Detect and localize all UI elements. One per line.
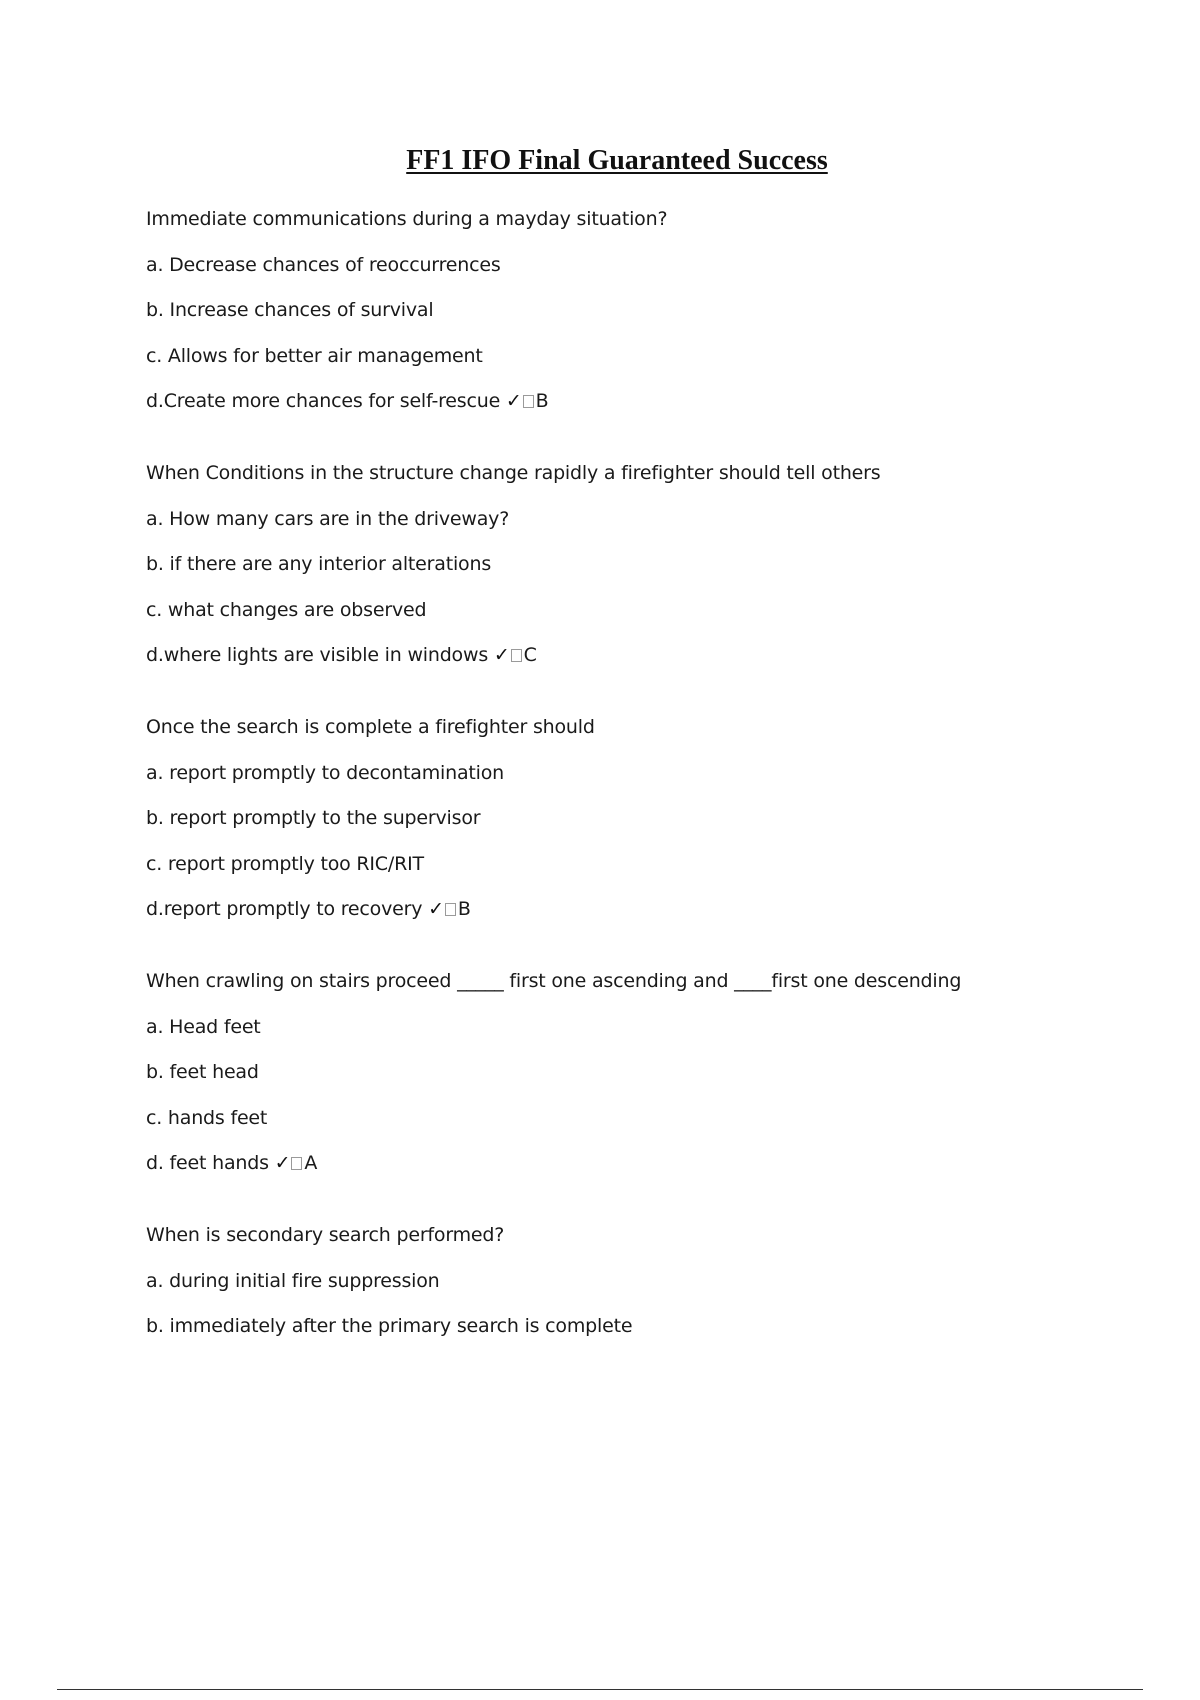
- option-c: c. Allows for better air management: [146, 344, 483, 367]
- box-icon: [523, 395, 534, 408]
- question-text: Immediate communications during a mayday situation?: [146, 208, 668, 230]
- option-d: d.where lights are visible in windows: [146, 644, 489, 666]
- option-d-with-answer: [146, 643, 1146, 667]
- check-mark-icon: ✓: [428, 898, 444, 920]
- question-1: [146, 207, 1146, 413]
- option-a: a. Decrease chances of reoccurrences: [146, 253, 501, 276]
- page-bottom-divider: [57, 1689, 1143, 1690]
- option-d: d.Create more chances for self-rescue: [146, 390, 501, 412]
- question-text: When is secondary search performed?: [146, 1224, 505, 1246]
- option-b: b. immediately after the primary search is complete: [146, 1315, 633, 1337]
- answer-key: B: [457, 898, 471, 920]
- page-title: FF1 IFO Final Guaranteed Success: [406, 145, 828, 176]
- answer-key: A: [304, 1152, 318, 1174]
- option-c: c. report promptly too RIC/RIT: [146, 852, 424, 875]
- option-d: d.report promptly to recovery: [146, 898, 423, 920]
- box-icon: [445, 903, 456, 916]
- option-c: c. what changes are observed: [146, 598, 427, 621]
- check-mark-icon: ✓: [493, 644, 510, 666]
- question-list: [146, 207, 1146, 1338]
- option-b: b. if there are any interior alterations: [146, 553, 492, 575]
- question-text: When crawling on stairs proceed _____ first one ascending and ____first one descending: [146, 970, 962, 992]
- option-c: c. hands feet: [146, 1106, 268, 1129]
- question-2: [146, 461, 1146, 667]
- answer-key: B: [535, 390, 549, 412]
- question-3: [146, 715, 1146, 921]
- question-text: When Conditions in the structure change rapidly a firefighter should tell others: [146, 462, 881, 484]
- option-a: a. report promptly to decontamination: [146, 761, 504, 784]
- option-d: d. feet hands: [146, 1152, 269, 1174]
- question-4: [146, 969, 1146, 1175]
- option-a: a. How many cars are in the driveway?: [146, 507, 510, 530]
- option-d-with-answer: [146, 897, 1146, 921]
- option-b: b. feet head: [146, 1061, 259, 1083]
- option-b: b. report promptly to the supervisor: [146, 807, 481, 829]
- option-d-with-answer: [146, 1151, 1146, 1175]
- answer-key: C: [523, 644, 537, 666]
- option-a: a. Head feet: [146, 1015, 261, 1038]
- question-text: Once the search is complete a firefighter should: [146, 716, 595, 738]
- box-icon: [291, 1157, 302, 1170]
- option-d-with-answer: [146, 389, 1146, 413]
- check-mark-icon: ✓: [274, 1152, 291, 1174]
- box-icon: [511, 649, 522, 662]
- option-a: a. during initial fire suppression: [146, 1269, 440, 1292]
- option-b: b. Increase chances of survival: [146, 299, 434, 321]
- question-5: [146, 1223, 1146, 1338]
- check-mark-icon: ✓: [505, 390, 522, 412]
